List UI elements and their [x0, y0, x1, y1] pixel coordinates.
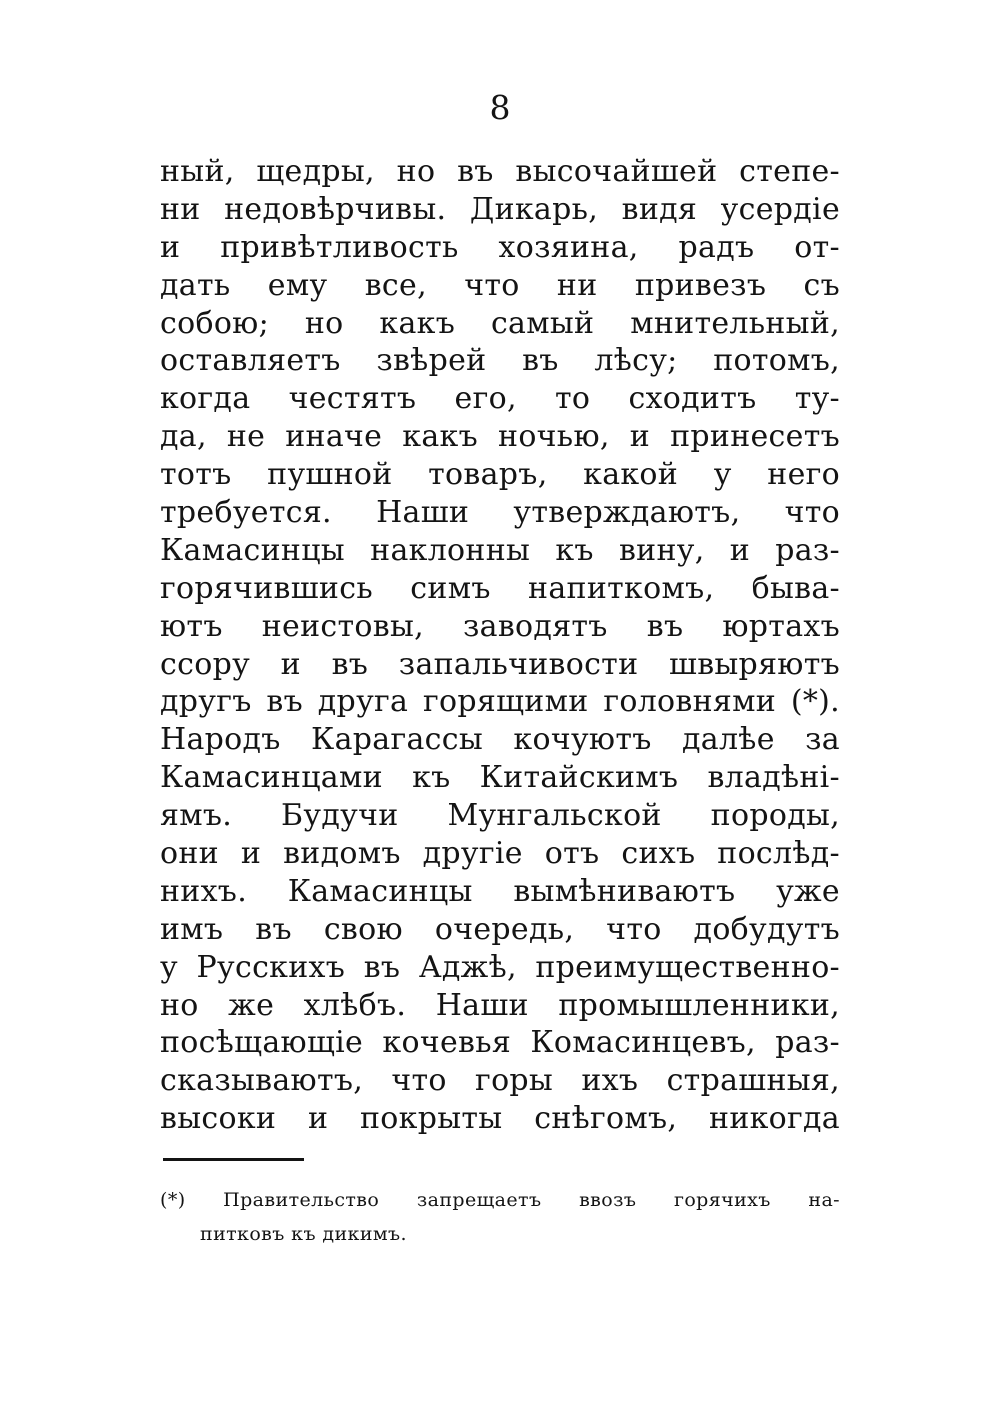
text-line: другъ въ друга горящими головнями (*). — [160, 684, 840, 720]
text-line: собою; но какъ самый мнительный, — [160, 305, 840, 341]
text-line: но же хлѣбъ. Наши промышленники, — [160, 987, 840, 1023]
footnote-rule — [163, 1158, 304, 1161]
text-line: Народъ Карагассы кочуютъ далѣе за — [160, 722, 840, 758]
footnote-line: питковъ къ дикимъ. — [200, 1223, 407, 1245]
text-line: у Русскихъ въ Аджѣ, преимущественно- — [160, 949, 840, 985]
text-line: да, не иначе какъ ночью, и принесетъ — [160, 419, 840, 455]
text-line: ный, щедры, но въ высочайшей степе- — [160, 154, 840, 189]
text-line: имъ въ свою очередь, что добудутъ — [160, 911, 840, 947]
text-line: и привѣтливость хозяина, радъ от- — [160, 229, 840, 265]
text-line: ни недовѣрчивы. Дикарь, видя усердіе — [160, 191, 840, 227]
text-line: высоки и покрыты снѣгомъ, никогда — [160, 1101, 840, 1137]
text-line: ссору и въ запальчивости швыряютъ — [160, 646, 840, 682]
text-line: ютъ неистовы, заводятъ въ юртахъ — [160, 608, 840, 644]
text-line: требуется. Наши утверждаютъ, что — [160, 495, 840, 531]
text-line: сказываютъ, что горы ихъ страшныя, — [160, 1063, 840, 1099]
footnote-line: (*) Правительство запрещаетъ ввозъ горячихъ на- — [160, 1189, 840, 1211]
text-line: оставляетъ звѣрей въ лѣсу; потомъ, — [160, 343, 840, 379]
footnote — [160, 1183, 840, 1251]
text-line: дать ему все, что ни привезъ съ — [160, 267, 840, 303]
body-text — [160, 153, 840, 1138]
text-line: ямъ. Будучи Мунгальской породы, — [160, 798, 840, 834]
text-line: Камасинцами къ Китайскимъ владѣні- — [160, 760, 840, 796]
text-line: посѣщающіе кочевья Комасинцевъ, раз- — [160, 1025, 840, 1061]
text-line: когда честятъ его, то сходитъ ту- — [160, 381, 840, 417]
text-line: Камасинцы наклонны къ вину, и раз- — [160, 532, 840, 568]
text-line: они и видомъ другіе отъ сихъ послѣд- — [160, 836, 840, 872]
page-number: 8 — [489, 88, 511, 127]
text-line: тотъ пушной товаръ, какой у него — [160, 457, 840, 493]
text-line: горячившись симъ напиткомъ, быва- — [160, 570, 840, 606]
text-line: нихъ. Камасинцы вымѣниваютъ уже — [160, 873, 840, 909]
